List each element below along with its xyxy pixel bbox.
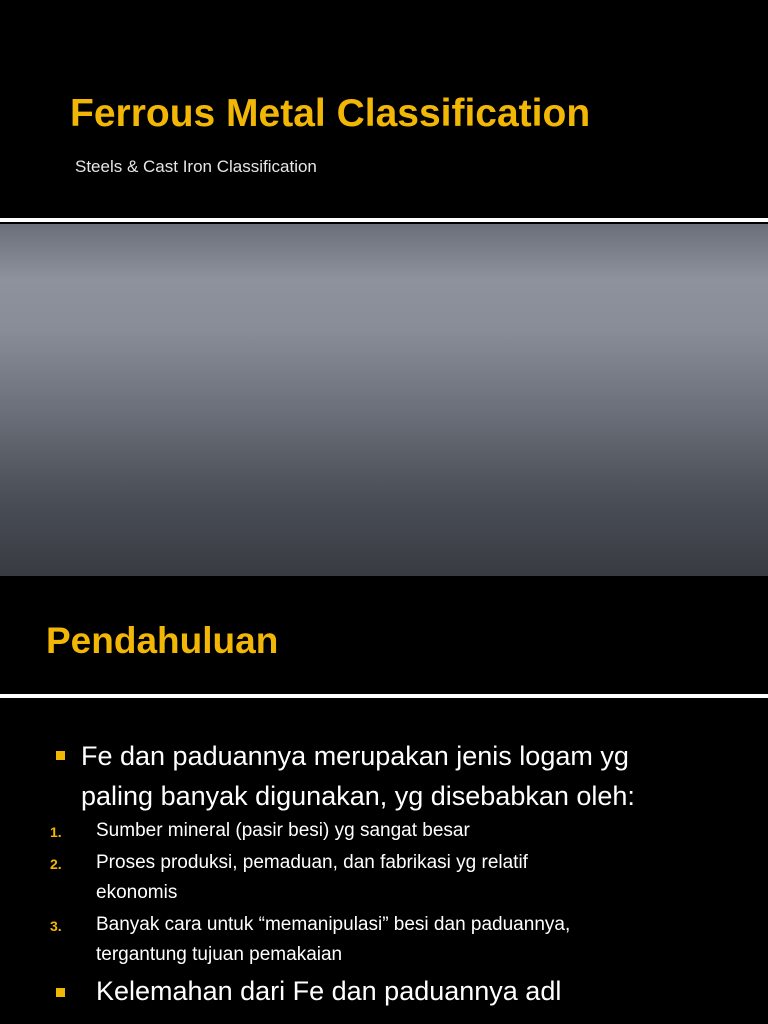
slide-divider xyxy=(0,218,768,222)
slide-1-gradient-panel xyxy=(0,224,768,576)
list-item-text: Proses produksi, pemaduan, dan fabrikasi yg relatif xyxy=(96,852,528,873)
list-number: 2. xyxy=(50,856,62,872)
bullet-text: Fe dan paduannya merupakan jenis logam yg xyxy=(81,741,629,771)
bullet-square-icon xyxy=(56,751,65,760)
list-number: 1. xyxy=(50,824,62,840)
slide-1-subtitle: Steels & Cast Iron Classification xyxy=(75,157,317,176)
list-item-text: ekonomis xyxy=(96,882,178,903)
list-item-text: tergantung tujuan pemakaian xyxy=(96,944,343,965)
list-item-text: Banyak cara untuk “memanipulasi” besi dan paduannya, xyxy=(96,914,571,935)
list-number: 3. xyxy=(50,918,62,934)
bullet-square-icon xyxy=(56,988,65,997)
slide-1-title: Ferrous Metal Classification xyxy=(70,92,591,135)
slide-2-title: Pendahuluan xyxy=(46,620,279,661)
list-item-text: Sumber mineral (pasir besi) yg sangat besar xyxy=(96,820,470,841)
bullet-text: Kelemahan dari Fe dan paduannya adl xyxy=(96,976,562,1006)
bullet-text: paling banyak digunakan, yg disebabkan oleh: xyxy=(81,781,635,811)
